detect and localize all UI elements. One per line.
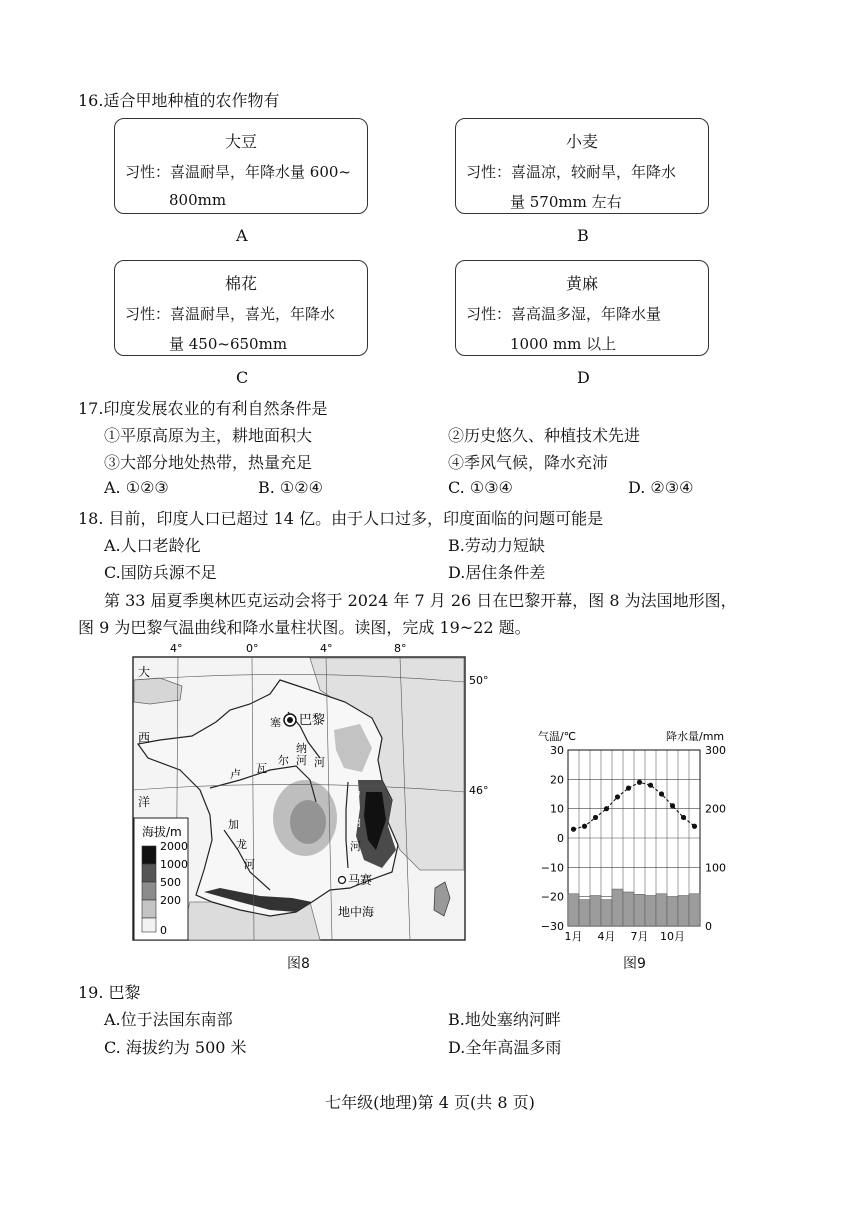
river-char: 河 [296,754,307,767]
legend-level: 500 [160,876,181,889]
france-terrain-map [120,640,489,940]
temperature-point [626,786,631,791]
left-tick-label: −10 [540,861,564,875]
left-tick-label: −30 [540,920,564,933]
choice-d: D. ②③④ [628,478,694,497]
legend-level: 2000 [160,840,188,853]
crop-name: 小麦 [565,132,598,151]
month-label: 1月 [564,930,583,943]
ocean-char: 大 [138,665,151,679]
precip-bar [689,894,700,926]
page-footer: 七年级(地理)第 4 页(共 8 页) [325,1093,535,1112]
precip-bar [678,895,689,926]
precip-bar [612,889,623,926]
choice-c: C. ①③④ [448,478,513,497]
legend-level: 1000 [160,858,188,871]
river-char: 尔 [278,754,289,767]
option-box-b [455,118,709,214]
river-char: 讷 [350,816,361,829]
choice-a: A.位于法国东南部 [104,1010,233,1029]
choice-d: D.全年高温多雨 [448,1038,562,1057]
choice-a: A.人口老龄化 [104,536,201,555]
crop-habit-line1: 习性：喜温凉，较耐旱，年降水 [466,163,677,181]
choice-d: D.居住条件差 [448,563,546,582]
right-tick-label: 100 [705,861,726,875]
option-box-d [455,260,709,356]
question-16-stem: 16.适合甲地种植的农作物有 [78,91,280,110]
crop-habit-line2: 800mm [169,191,227,209]
temperature-point [582,824,587,829]
right-tick-label: 200 [705,802,726,816]
option-letter-c: C [236,368,249,387]
question-17-stem: 17.印度发展农业的有利自然条件是 [78,399,328,418]
month-label: 4月 [597,930,616,943]
legend-title: 海拔/m [142,825,182,839]
lat-label: 50° [469,674,489,687]
map-caption: 图8 [287,956,310,972]
river-char: 纳 [296,742,307,755]
statement-4: ④季风气候，降水充沛 [448,453,609,472]
option-letter-b: B [577,226,589,245]
legend-level: 0 [160,924,167,937]
paris-climate-chart [536,726,736,948]
crop-habit-line1: 习性：喜高温多湿，年降水量 [466,305,662,323]
precip-bar [579,900,590,926]
river-char: 河 [350,840,361,853]
right-tick-label: 0 [705,920,712,933]
question-18-stem: 18. 目前，印度人口已超过 14 亿。由于人口过多，印度面临的问题可能是 [78,509,604,528]
left-tick-label: 20 [550,773,564,787]
crop-name: 大豆 [224,132,257,151]
temperature-point [681,815,686,820]
river-char: 加 [228,818,239,831]
river-char: 瓦 [256,762,267,775]
crop-name: 棉花 [224,274,257,293]
intro-line-2: 图 9 为巴黎气温曲线和降水量柱状图。读图，完成 19~22 题。 [78,618,531,637]
temperature-point [604,806,609,811]
left-axis-title: 气温/℃ [538,730,577,743]
question-19-stem: 19. 巴黎 [78,983,141,1002]
precip-bar [623,892,634,926]
temperature-point [637,780,642,785]
crop-name: 黄麻 [565,274,598,293]
left-tick-label: 30 [550,744,564,757]
temperature-point [670,803,675,808]
statement-3: ③大部分地处热带，热量充足 [104,453,313,472]
legend-level: 200 [160,894,181,907]
precip-bar [645,895,656,926]
elevation-legend [134,818,188,940]
precip-bar [590,895,601,926]
precip-bar [601,900,612,926]
chart-caption: 图9 [623,956,646,972]
choice-c: C. 海拔约为 500 米 [104,1038,247,1057]
temperature-point [615,794,620,799]
lon-label: 0° [246,642,259,655]
ocean-char: 西 [138,731,151,745]
left-tick-label: 10 [550,802,564,816]
choice-b: B.劳动力短缺 [448,536,545,555]
lon-label: 4° [320,642,333,655]
month-label: 10月 [660,930,685,943]
choice-b: B.地处塞纳河畔 [448,1010,561,1029]
river-char: 河 [244,858,255,871]
crop-habit-line1: 习性：喜温耐旱，年降水量 600~ [125,163,351,181]
choice-c: C.国防兵源不足 [104,563,217,582]
option-box-a [114,118,368,214]
right-tick-label: 300 [705,744,726,757]
temperature-point [659,791,664,796]
intro-line-1: 第 33 届夏季奥林匹克运动会将于 2024 年 7 月 26 日在巴黎开幕，图 8 为法国地形图， [104,591,737,610]
river-char: 塞 [270,716,281,729]
river-char: 罗 [350,790,361,803]
crop-habit-line2: 1000 mm 以上 [510,335,617,353]
temperature-point [571,827,576,832]
lat-label: 46° [469,784,489,797]
precip-bar [634,894,645,926]
statement-1: ①平原高原为主，耕地面积大 [104,426,313,445]
temperature-point [648,783,653,788]
mediterranean-label: 地中海 [338,905,375,919]
precip-bar [656,894,667,926]
crop-habit-line2: 量 450~650mm [169,335,288,353]
option-letter-d: D [577,368,590,387]
river-char: 河 [314,756,325,769]
marseille-label: 马赛 [348,873,373,887]
paris-label: 巴黎 [299,713,326,728]
right-axis-title: 降水量/mm [666,730,725,743]
lon-label: 4° [170,642,183,655]
left-tick-label: 0 [557,832,564,845]
left-tick-label: −20 [540,890,564,904]
crop-habit-line2: 量 570mm 左右 [510,193,622,211]
ocean-char: 洋 [138,795,151,809]
choice-b: B. ①②④ [258,478,323,497]
crop-habit-line1: 习性：喜温耐旱，喜光，年降水 [125,305,336,323]
river-char: 卢 [230,768,241,781]
temperature-point [692,824,697,829]
marseille-marker [339,877,346,884]
precip-bar [667,897,678,926]
lon-label: 8° [394,642,407,655]
statement-2: ②历史悠久、种植技术先进 [448,426,641,445]
choice-a: A. ①②③ [104,478,169,497]
option-box-c [114,260,368,356]
option-letter-a: A [236,226,248,245]
precip-bar [568,894,579,926]
temperature-point [593,815,598,820]
river-char: 龙 [236,838,247,851]
month-label: 7月 [630,930,649,943]
